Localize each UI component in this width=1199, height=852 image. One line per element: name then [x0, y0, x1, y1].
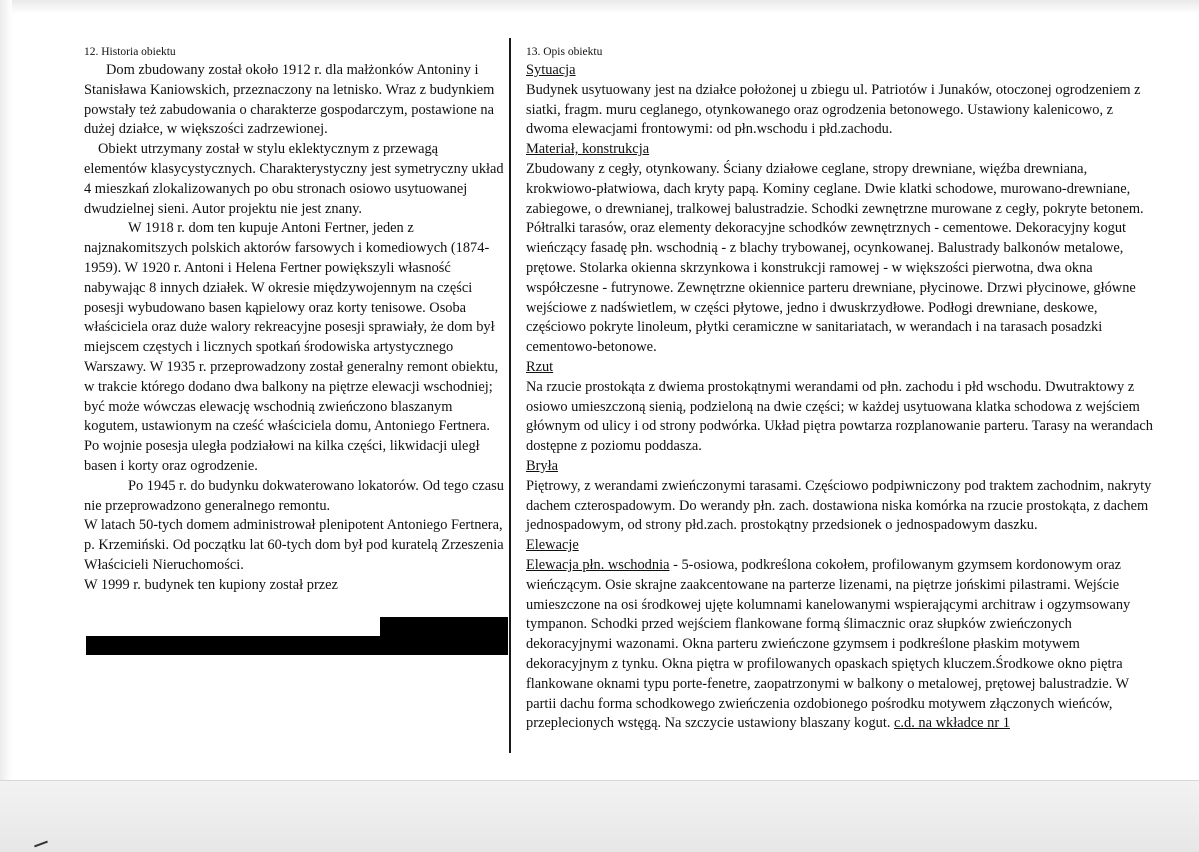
redaction-bar [380, 617, 508, 637]
section-title-sytuacja: Sytuacja [526, 62, 576, 78]
history-paragraph-3: W 1918 r. dom ten kupuje Antoni Fertner, jeden z najznakomitszych polskich aktorów farsowych i komediowych (1874-1959). W 1920 r. Antoni i Helena Fertner powiększyli własność nabywając 8 innych działek. W okresie międzywojennym na części posesji wybudowano basen kąpielowy oraz korty tenisowe. Osoba właściciela oraz duże walory rekreacyjne posesji sprawiały, że dom był miejscem częstych i licznych spotkań środowiska artystycznego Warszawy. W 1935 r. przeprowadzony został generalny remont obiektu, w trakcie którego dodano dwa balkony na piętrze elewacji wschodniej; być może wówczas elewację wschodnią zwieńczono blaszanym kogutem, ustawionym na cześć właściciela domu, Antoniego Fertnera. Po wojnie posesja uległa podziałowi na kilka części, likwidacji uległ basen i korty oraz ogrodzenie. [84, 220, 499, 474]
continuation-note: c.d. na wkładce nr 1 [894, 715, 1010, 732]
section-title-elewacje: Elewacje [526, 537, 579, 554]
history-paragraph-4: Po 1945 r. do budynku dokwaterowano lokatorów. Od tego czasu nie przeprowadzono generalnego remontu. [84, 477, 504, 514]
history-paragraph-5: W latach 50-tych domem administrował plenipotent Antoniego Fertnera, p. Krzemiński. Od początku lat 60-tych dom był pod kuratelą Zrzeszenia Właścicieli Nieruchomości. [84, 517, 504, 573]
column-divider [509, 38, 511, 753]
history-column [84, 44, 504, 596]
section-text-material: Zbudowany z cegły, otynkowany. Ściany działowe ceglane, stropy drewniane, więźba drewniana, krokwiowo-płatwiowa, dach kryty papą. Kominy ceglane. Dwie klatki schodowe, murowano-drewniane, zabiegowe, o drewnianej, tralkowej balustradzie. Schodki zewnętrzne murowane z cegły, pokryte betonem. Półtralki tarasów, oraz elementy dekoracyjne schodków zewnętrznych - cementowe. Dekoracyjny kogut wieńczący fasadę płn. wschodnią - z blachy trybowanej, ocynkowanej. Balustrady balkonów metalowe, prętowe. Stolarka okienna skrzynkowa i konstrukcji ramowej - w większości pierwotna, dwa okna współczesne - futrynowe. Zewnętrzne okiennice parteru drewniane, płycinowe. Drzwi płycinowe, główne wejściowe z nadświetlem, w części płytowe, jedno i dwuskrzydłowe. Podłogi drewniane, deskowe, częściowo pokryte linoleum, płytki ceramiczne w sanitariatach, w werandach i na tarasach posadzki cementowo-betonowe. [526, 160, 1144, 356]
description-column [526, 44, 1156, 734]
history-paragraph-2: Obiekt utrzymany został w stylu eklektycznym z przewagą elementów klasycystycznych. Charakterystyczny jest symetryczny układ 4 mieszkań zlokalizowanych po obu stronach osiowo usytuowanej dwudzielnej sieni. Autor projektu nie jest znany. [84, 141, 504, 217]
section-text-rzut: Na rzucie prostokąta z dwiema prostokątnymi werandami od płn. zachodu i płd wschodu. Dwutraktowy z osiowo umieszczoną sienią, podzieloną na dwie części; w każdej usytuowana klatka schodowa z wejściem głównym od ulicy i od strony podwórka. Układ piętra powtarza rozplanowanie parteru. Tarasy na werandach dostępne z poziomu poddasza. [526, 378, 1153, 455]
scan-top-edge [0, 0, 1199, 14]
section-title-rzut: Rzut [526, 358, 554, 375]
section-text-bryla: Piętrowy, z werandami zwieńczonymi tarasami. Częściowo podpiwniczony pod traktem zachodnim, nakryty dachem czterospadowym. Do werandy płn. zach. dostawiona niska komórka na rzucie prostokąta, z dachem jednospadowym, od strony płd.zach. prostokątny przedsionek o jednospadowym daszku. [526, 477, 1152, 534]
scan-bottom-band [0, 780, 1199, 852]
description-heading: 13. Opis obiektu [526, 46, 603, 58]
elewacja-label: Elewacja płn. wschodnia [526, 556, 670, 573]
history-heading: 12. Historia obiektu [84, 46, 176, 58]
scan-left-edge [0, 0, 12, 851]
section-title-material: Materiał, konstrukcja [526, 141, 650, 158]
section-text-sytuacja: Budynek usytuowany jest na działce położonej u zbiegu ul. Patriotów i Junaków, otoczonej ogrodzeniem z siatki, fragm. muru ceglanego, otynkowanego oraz ogrodzenia betonowego. Ustawiony kalenicowo, z dwoma elewacjami frontowymi: od płn.wschodu i płd.zachodu. [526, 81, 1141, 138]
history-paragraph-1: Dom zbudowany został około 1912 r. dla małżonków Antoniny i Stanisława Kaniowskich, przeznaczony na letnisko. Wraz z budynkiem powstały też zabudowania o charakterze gospodarczym, postawione na dużej działce, w większości zadrzewionej. [84, 62, 495, 138]
section-title-bryla: Bryła [526, 457, 558, 474]
redaction-bar [86, 636, 508, 655]
elewacja-text: - 5-osiowa, podkreślona cokołem, profilowanym gzymsem kordonowym oraz wieńczącym. Osie skrajne zaakcentowane na parterze lizenami, na piętrze jońskimi pilastrami. Wejście umieszczone na osi środkowej ujęte kolumnami kanelowanymi wspierającymi architraw i ogzymsowany tympanon. Schodki przed wejściem flankowane formą ślimacznic oraz słupków zwieńczonych dekoracyjnymi wazonami. Okna parteru zwieńczone gzymsem i podkreślone płaskim motywem dekoracyjnym z tynku. Okna piętra w profilowanych opaskach spiętych kluczem.Środkowe okno piętra flankowane oknami typu porte-fenetre, zaopatrzonymi w balkony o metalowej, prętowej balustradzie. W partii dachu forma schodkowego zwieńczenia ozdobionego pośrodku motywem złączonych wieńców, przeplecionych wstęgą. Na szczycie ustawiony blaszany kogut. [526, 556, 1131, 732]
history-paragraph-6: W 1999 r. budynek ten kupiony został przez [84, 576, 338, 593]
section-text-elewacje [526, 556, 1156, 734]
